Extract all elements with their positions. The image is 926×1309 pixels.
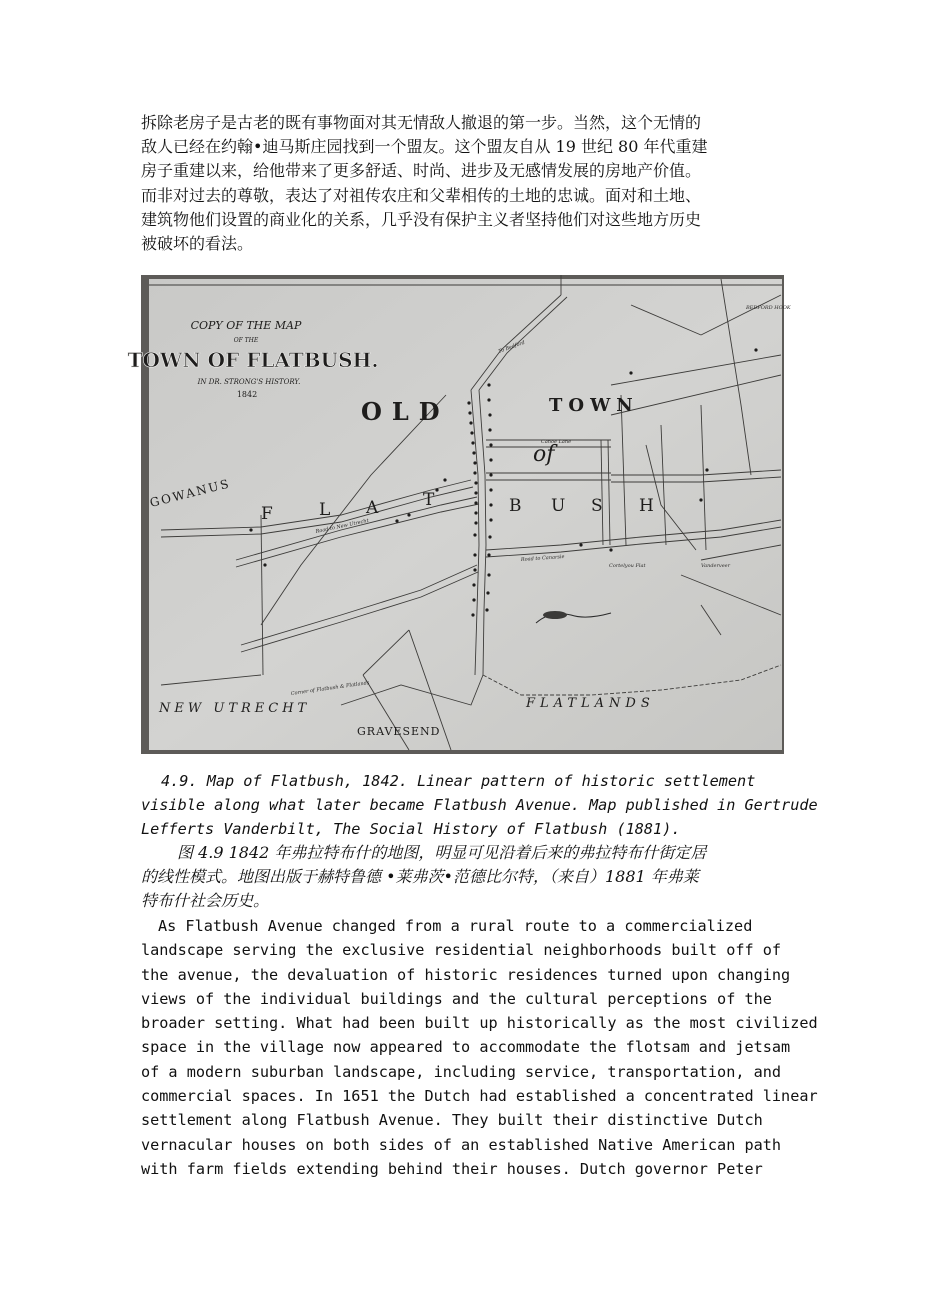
map-label-gravesend: GRAVESEND bbox=[357, 725, 441, 738]
map-label-town: TOWN bbox=[549, 395, 639, 416]
map-title-line-1: COPY OF THE MAP bbox=[190, 319, 302, 332]
map-letter: T bbox=[423, 490, 435, 510]
map-letter: S bbox=[591, 496, 603, 516]
pond-shape bbox=[543, 611, 567, 619]
map-label-canoe-lane: Canoe Lane bbox=[541, 439, 572, 445]
text-line: with farm fields extending behind their houses. Dutch governor Peter bbox=[141, 1159, 763, 1178]
map-letter: F bbox=[261, 504, 273, 524]
map-label-gowanus: GOWANUS bbox=[148, 476, 232, 510]
map-label-flatlands: FLATLANDS bbox=[526, 696, 655, 711]
map-title-line-3: TOWN OF FLATBUSH. bbox=[127, 348, 379, 372]
text-line: views of the individual buildings and the cultural perceptions of the bbox=[141, 989, 772, 1008]
text-line: 建筑物他们设置的商业化的关系，几乎没有保护主义者坚持他们对这些地方历史 bbox=[141, 209, 702, 229]
map-label-of: of bbox=[533, 442, 555, 467]
text-line: 被破坏的看法。 bbox=[141, 234, 254, 254]
map-letter: B bbox=[509, 496, 522, 516]
map-label-corner: Corner of Flatbush & Flatlands bbox=[290, 679, 370, 697]
map-label-to-bedford: To Bedford bbox=[497, 339, 526, 355]
english-body-paragraph bbox=[141, 914, 818, 1181]
text-line: commercial spaces. In 1651 the Dutch had established a concentrated linear bbox=[141, 1087, 818, 1106]
map-label-bedford-hook: BEDFORD HOOK bbox=[746, 305, 791, 311]
map-label-vanderveer: Vanderveer bbox=[701, 563, 731, 569]
map-letter: U bbox=[551, 496, 566, 516]
map-illustration bbox=[127, 275, 791, 754]
caption-line: 特布什社会历史。 bbox=[141, 891, 270, 910]
text-line: settlement along Flatbush Avenue. They built their distinctive Dutch bbox=[141, 1111, 763, 1130]
text-line: 房子重建以来，给他带来了更多舒适、时尚、进步及无感情发展的房地产价值。 bbox=[141, 161, 702, 181]
text-line: broader setting. What had been built up historically as the most civilized bbox=[141, 1014, 818, 1033]
figure-caption-english bbox=[141, 769, 818, 842]
text-line: 敌人已经在约翰•迪马斯庄园找到一个盟友。这个盟友自从 19 世纪 80 年代重建 bbox=[141, 137, 708, 157]
map-title-line-5: 1842 bbox=[236, 390, 258, 399]
map-label-road-canarsie: Road to Canarsie bbox=[520, 553, 565, 563]
caption-line: 4.9. Map of Flatbush, 1842. Linear pattern of historic settlement bbox=[161, 772, 756, 790]
text-line: space in the village now appeared to accommodate the flotsam and jetsam bbox=[141, 1038, 791, 1057]
figure-caption-chinese bbox=[141, 841, 789, 913]
text-line: As Flatbush Avenue changed from a rural route to a commercialized bbox=[158, 917, 753, 935]
map-title-line-4: IN DR. STRONG'S HISTORY. bbox=[197, 378, 301, 386]
caption-line: Lefferts Vanderbilt, The Social History of Flatbush (1881). bbox=[141, 820, 681, 839]
chinese-paragraph bbox=[141, 111, 789, 256]
text-line: landscape serving the exclusive residential neighborhoods built off of bbox=[141, 941, 782, 960]
text-line: of a modern suburban landscape, including service, transportation, and bbox=[141, 1062, 782, 1081]
text-line: the avenue, the devaluation of historic residences turned upon changing bbox=[141, 965, 791, 984]
text-line: 而非对过去的尊敬，表达了对祖传农庄和父辈相传的土地的忠诚。面对和土地、 bbox=[141, 185, 702, 205]
map-title-line-2: OF THE bbox=[233, 337, 259, 344]
map-label-road-utrecht: Road to New Utrecht bbox=[315, 517, 370, 535]
text-line: 拆除老房子是古老的既有事物面对其无情敌人撤退的第一步。当然，这个无情的 bbox=[141, 113, 702, 132]
map-letter: A bbox=[366, 498, 379, 518]
map-label-new-utrecht: NEW UTRECHT bbox=[159, 701, 311, 716]
map-letter: H bbox=[639, 496, 654, 516]
map-label-old: OLD bbox=[361, 397, 450, 426]
map-letter: L bbox=[319, 500, 331, 520]
flatbush-map-figure bbox=[127, 275, 791, 754]
text-line: vernacular houses on both sides of an established Native American path bbox=[141, 1135, 782, 1154]
caption-line: 图 4.9 1842 年弗拉特布什的地图，明显可见沿着后来的弗拉特布什街定居 bbox=[177, 843, 707, 862]
caption-line: 的线性模式。地图出版于赫特鲁德 •莱弗茨•范德比尔特，（来自）1881 年弗莱 bbox=[141, 867, 699, 886]
caption-line: visible along what later became Flatbush Avenue. Map published in Gertrude bbox=[141, 796, 818, 815]
map-label-cortelyou: Cortelyou Flat bbox=[609, 563, 646, 569]
